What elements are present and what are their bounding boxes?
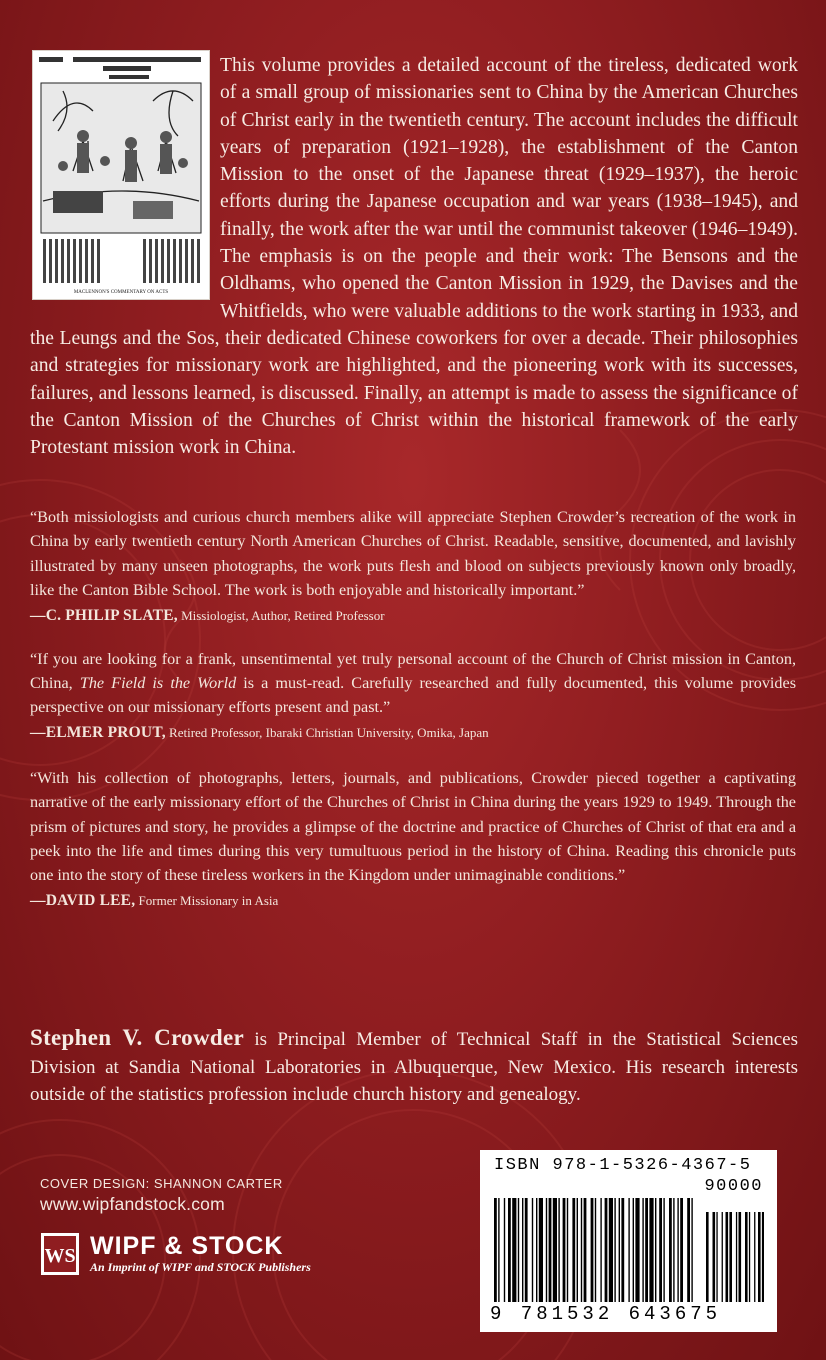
ws-logo-icon xyxy=(40,1232,80,1276)
publisher-name: WIPF & STOCK xyxy=(90,1232,284,1260)
illustration-caption: MACLENNON'S COMMENTARY ON ACTS xyxy=(73,290,169,295)
endorsement-attribution xyxy=(30,607,796,625)
book-title: The Field is the World xyxy=(79,674,237,693)
endorsements xyxy=(30,505,796,910)
cover-design-credit: COVER DESIGN: SHANNON CARTER xyxy=(40,1176,283,1191)
credits xyxy=(40,1176,420,1215)
ean-digits: 9 781532 643675 xyxy=(490,1303,722,1325)
price-addon: 90000 xyxy=(704,1177,763,1196)
publisher-website: www.wipfandstock.com xyxy=(40,1194,225,1214)
endorsement-2 xyxy=(30,647,796,742)
endorsement-quote: “Both missiologists and curious church members alike will appreciate Stephen Crowder’s recreation of the work in China by early twentieth century North American Churches of Christ. Readable, sensitive, documented, and lavishly illustrated by many unseen photographs, the work puts flesh and blood on subjects previously known only broadly, like the Canton Bible School. The work is both enjoyable and historically important.” xyxy=(30,508,796,600)
endorser-role: Retired Professor, Ibaraki Christian University, Omika, Japan xyxy=(169,724,489,740)
quote-text-end: is a must-read. Carefully researched and fully documented, this volume provides perspective on our missionary efforts present and past.” xyxy=(30,674,797,717)
description-text: This volume provides a detailed account of the tireless, dedicated work of a small group of missionaries sent to China by the American Churches of Christ early in the twentieth century. The account includes the difficult years of preparation (1921–1928), the establishment of the Canton Mission to the onset of the Japanese threat (1929–1937), the heroic efforts during the Japanese occupation and war years (1938–1945), and finally, the work after the war until the communist takeover (1946–1949). The emphasis is on the people and their work: The Bensons and the Oldhams, who opened the Canton Mission in 1929, the Davises and the Whitfields, who were valuable additions to the work starting in 1933, and the Leungs and the Sos, their dedicated Chinese coworkers for over a decade. Their philosophies and strategies for missionary work are highlighted, and the pioneering work with its successes, failures, and lessons learned, is discussed. Finally, an attempt is made to assess the significance of the Canton Mission of the Churches of Christ within the historical framework of the early Protestant mission work in China. xyxy=(30,55,798,459)
quote-text-start: “If you are looking for a frank, unsentimental yet truly personal account of the Church of Christ mission in Canton, China, xyxy=(30,649,796,693)
endorsement-attribution xyxy=(30,724,796,742)
description-paragraph xyxy=(30,52,798,461)
publisher-logo xyxy=(40,1232,400,1276)
endorsement-attribution xyxy=(30,892,796,910)
endorsement-quote xyxy=(30,647,796,720)
endorsement-3 xyxy=(30,766,796,910)
logo-letters: WS xyxy=(44,1245,76,1267)
author-name: Stephen V. Crowder xyxy=(30,1025,245,1050)
endorser-name: —ELMER PROUT, xyxy=(30,723,166,741)
endorsement-quote: “With his collection of photographs, letters, journals, and publications, Crowder pieced together a captivating narrative of the early missionary effort of the Churches of Christ in China during the years 1929 to 1949. Through the prism of pictures and story, he provides a glimpse of the doctrine and practice of Churches of Christ of that era and a peek into the life and times during this very tumultuous period in the history of China. Reading this chronicle puts one into the story of these tireless workers in the Kingdom under unimaginable conditions.” xyxy=(30,768,796,885)
endorser-role: Former Missionary in Asia xyxy=(138,892,279,908)
barcode-bars xyxy=(494,1198,764,1302)
endorsement-1 xyxy=(30,505,796,625)
isbn-number: ISBN 978-1-5326-4367-5 xyxy=(494,1156,752,1175)
author-bio xyxy=(30,1024,798,1109)
publisher-imprint: An Imprint of WIPF and STOCK Publishers xyxy=(90,1260,311,1274)
endorser-name: —C. PHILIP SLATE, xyxy=(30,606,178,624)
endorser-role: Missiologist, Author, Retired Professor xyxy=(181,607,385,623)
isbn-barcode xyxy=(480,1150,777,1332)
endorser-name: —DAVID LEE, xyxy=(30,891,136,909)
bio-text: is Principal Member of Technical Staff in the Statistical Sciences Division at Sandia National Laboratories in Albuquerque, New Mexico. His research interests outside of the statistics profession include church history and genealogy. xyxy=(30,1029,798,1105)
